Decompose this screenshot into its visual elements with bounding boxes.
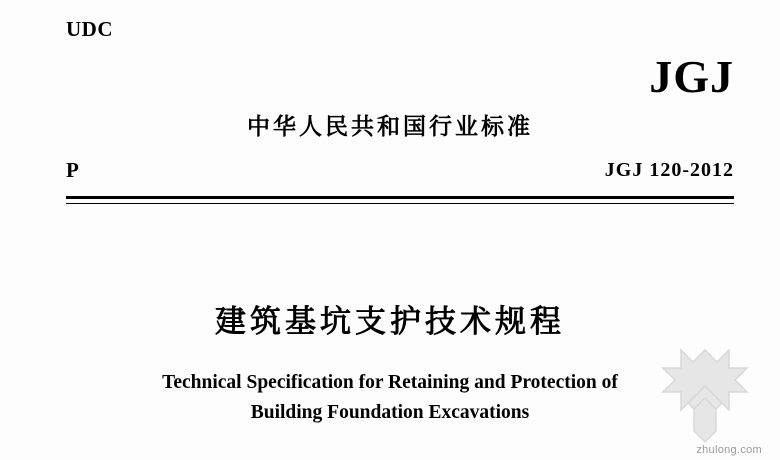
english-title-line-1: Technical Specification for Retaining and Protection of (162, 372, 618, 393)
divider-thick (66, 196, 734, 199)
standard-number: JGJ 120-2012 (604, 159, 734, 181)
page-title: 建筑基坑支护技术规程 (215, 304, 565, 340)
english-title (90, 368, 690, 428)
english-title-line-2: Building Foundation Excavations (250, 402, 530, 424)
watermark-logo-icon (646, 346, 764, 454)
udc-label: UDC (66, 17, 113, 41)
code-row (66, 158, 734, 186)
watermark-text: zhulong.com (696, 444, 762, 456)
classification-mark: P (66, 158, 79, 182)
issuing-body-line: 中华人民共和国行业标准 (247, 114, 533, 140)
divider-thin (66, 203, 734, 204)
jgj-logo: JGJ (649, 51, 734, 102)
